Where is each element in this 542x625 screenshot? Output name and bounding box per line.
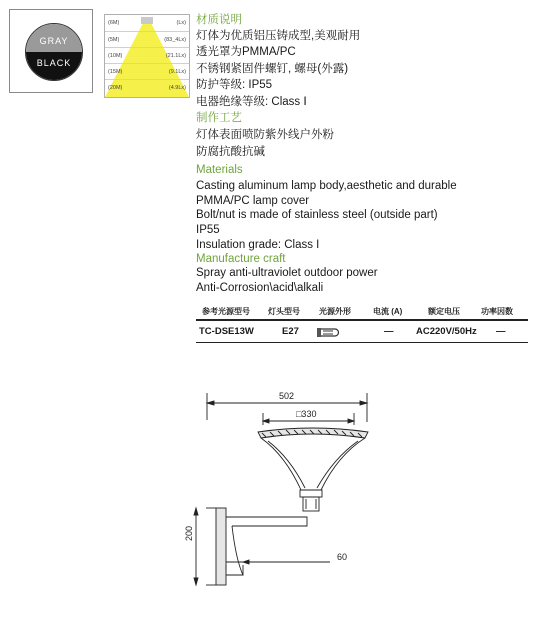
craft-heading-cn: 制作工艺: [196, 112, 242, 124]
table-cell-current: —: [384, 326, 394, 337]
table-header: 电流 (A): [373, 307, 403, 316]
table-cell-model: TC-DSE13W: [199, 326, 254, 337]
table-cell-voltage: AC220V/50Hz: [416, 326, 477, 337]
width-dimension-label: 502: [279, 391, 295, 401]
lux-distance: (6M): [108, 20, 120, 26]
lux-distance: (20M): [108, 85, 123, 91]
height-dimension-label: 200: [184, 525, 194, 541]
spec-line: IP55: [196, 224, 220, 236]
spec-line: PMMA/PC lamp cover: [196, 195, 310, 207]
lux-value: (9.1Lx): [168, 69, 186, 75]
craft-heading-en: Manufacture craft: [196, 253, 286, 265]
lux-distance: (5M): [108, 37, 120, 43]
lux-value: (83_4Lx): [164, 37, 186, 43]
table-header: 功率因数: [481, 307, 513, 316]
bracket-dimension-label: 60: [337, 552, 348, 562]
spec-line: Anti-Corrosion\acid\alkali: [196, 282, 324, 294]
spec-line: 灯体表面喷防紫外线户外粉: [196, 129, 334, 141]
lux-distance: (10M): [108, 53, 123, 59]
lux-value: (4.9Lx): [168, 85, 186, 91]
table-header: 参考光源型号: [202, 307, 250, 316]
table-header: 灯头型号: [268, 307, 300, 316]
table-cell-base: E27: [282, 326, 299, 337]
spec-line: 不锈钢紧固件螺钉, 螺母(外露): [196, 63, 349, 75]
materials-heading-en: Materials: [196, 164, 243, 176]
table-header: 光源外形: [319, 307, 351, 316]
spec-line: Insulation grade: Class I: [196, 239, 320, 251]
spec-line: 防腐抗酸抗碱: [196, 146, 265, 158]
table-cell-pf: —: [496, 326, 506, 337]
lux-distance: (15M): [108, 69, 123, 75]
spec-line: 灯体为优质铝压铸成型,美观耐用: [196, 30, 361, 42]
lux-value: (21.1Lx): [165, 53, 186, 59]
spec-line: 透光罩为PMMA/PC: [196, 46, 296, 58]
spec-line: Bolt/nut is made of stainless steel (outside part): [196, 209, 438, 221]
spec-line: 电器绝缘等级: Class Ⅰ: [196, 96, 307, 108]
spec-line: Casting aluminum lamp body,aesthetic and durable: [196, 180, 457, 192]
lux-value: (Lx): [176, 20, 186, 26]
spec-line: 防护等级: IP55: [196, 79, 273, 91]
swatch-gray-label: GRAY: [26, 24, 82, 52]
materials-heading-cn: 材质说明: [196, 14, 242, 26]
table-header: 额定电压: [428, 307, 460, 316]
swatch-black-label: BLACK: [26, 52, 82, 80]
cover-dimension-label: □330: [296, 409, 317, 419]
spec-line: Spray anti-ultraviolet outdoor power: [196, 267, 378, 279]
